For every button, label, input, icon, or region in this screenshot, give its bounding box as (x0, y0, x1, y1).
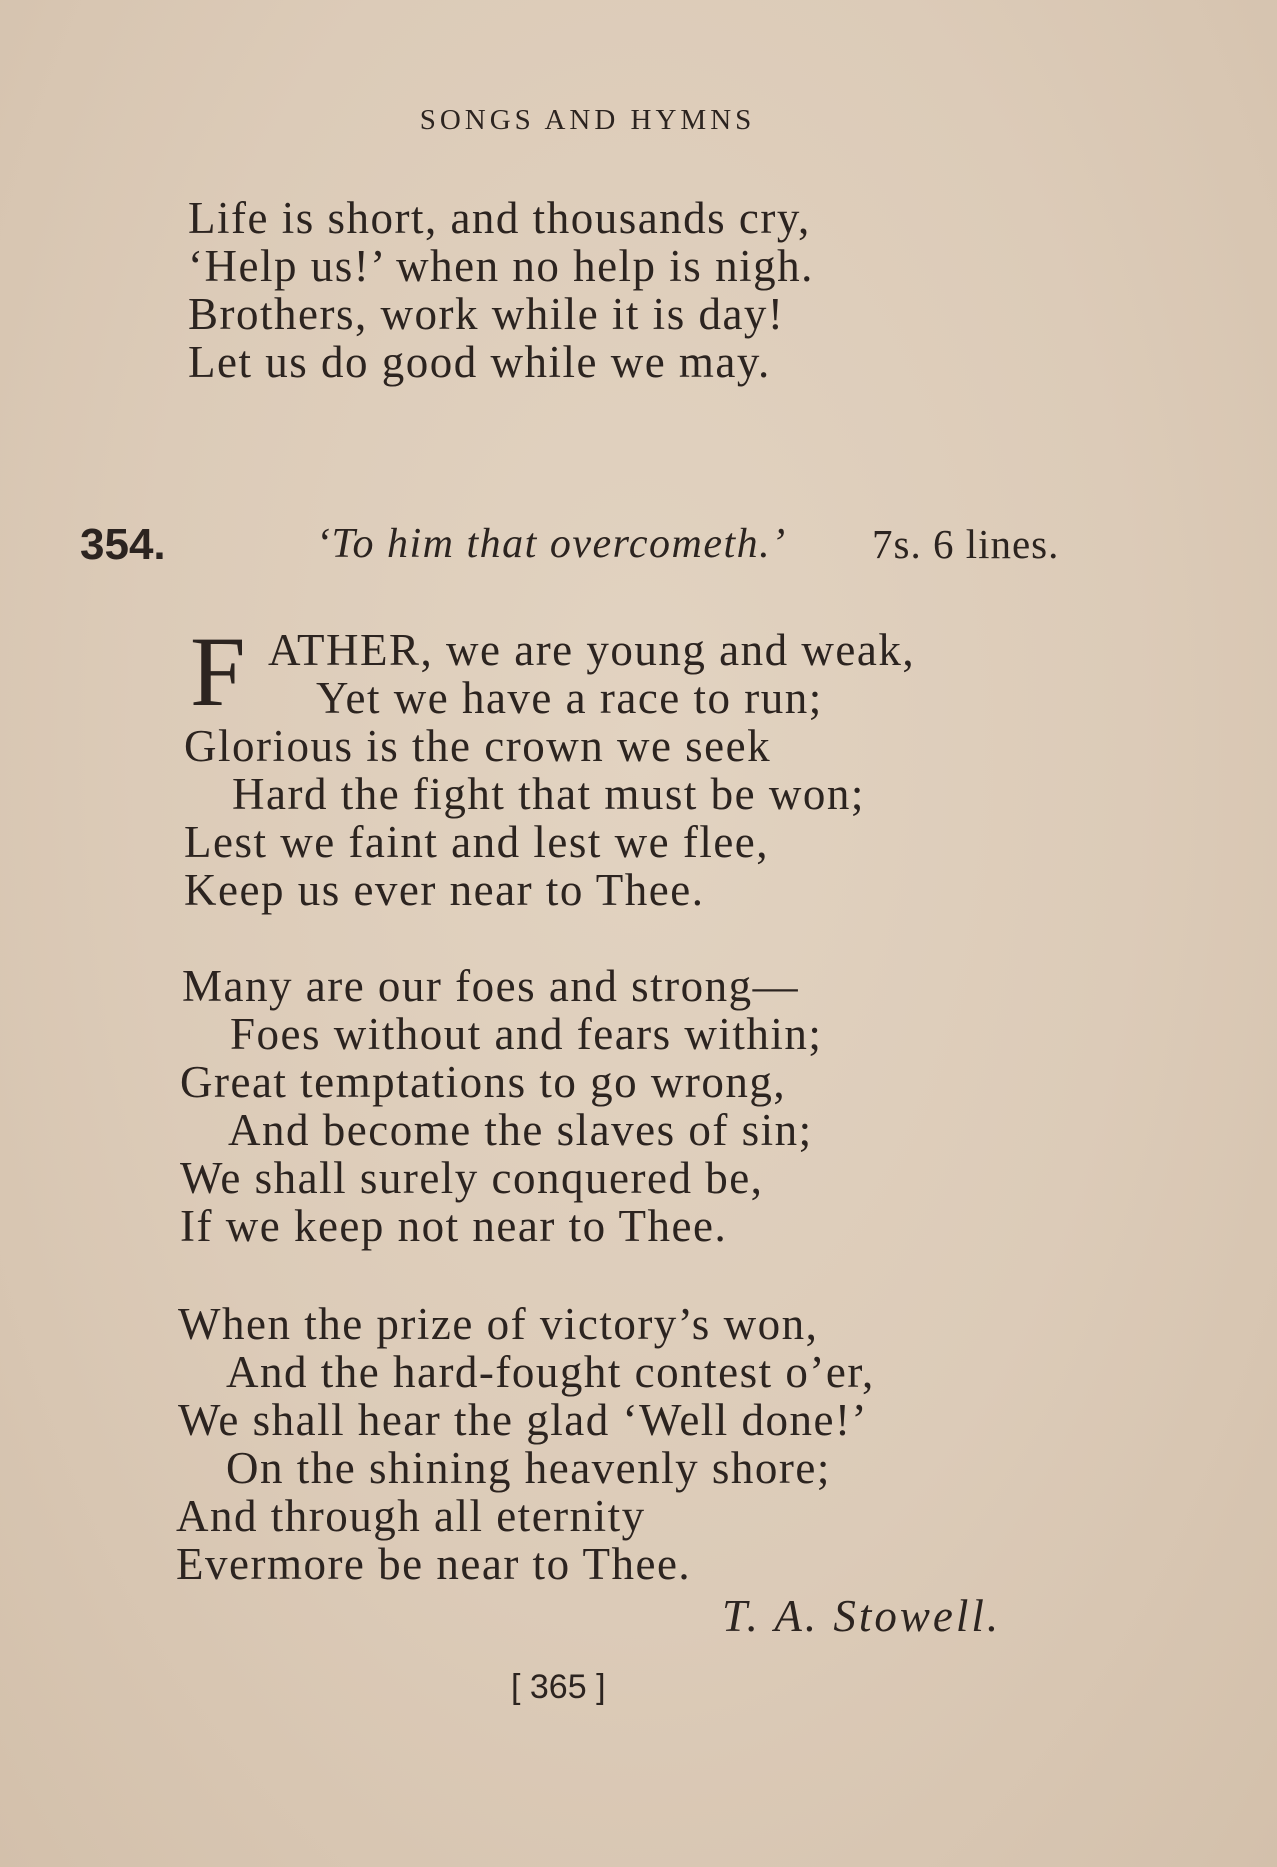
verse-line: Great temptations to go wrong, (180, 1057, 787, 1107)
verse-line: Evermore be near to Thee. (176, 1539, 692, 1589)
verse-line: On the shining heavenly shore; (226, 1443, 831, 1493)
hymn-number: 354. (80, 520, 166, 569)
verse-line: Foes without and fears within; (230, 1009, 823, 1059)
verse-line: Yet we have a race to run; (316, 673, 823, 723)
verse-line: When the prize of victory’s won, (178, 1299, 819, 1349)
hymn-author: T. A. Stowell. (722, 1591, 1002, 1641)
drop-cap: F (190, 616, 246, 727)
verse-line: Glorious is the crown we seek (184, 721, 772, 771)
verse-line: Brothers, work while it is day! (188, 289, 785, 339)
verse-line: Life is short, and thousands cry, (188, 193, 811, 243)
hymn-title: ‘To him that overcometh.’ (316, 521, 787, 567)
verse-line: Many are our foes and strong— (182, 961, 800, 1011)
verse-line: Keep us ever near to Thee. (184, 865, 705, 915)
hymn-meter: 7s. 6 lines. (872, 521, 1060, 567)
verse-line: Let us do good while we may. (188, 337, 771, 387)
running-head: SONGS AND HYMNS (419, 104, 756, 136)
verse-line: Hard the fight that must be won; (232, 769, 865, 819)
verse-line: ATHER, we are young and weak, (268, 625, 916, 675)
page-number: [ 365 ] (511, 1668, 606, 1706)
verse-line: If we keep not near to Thee. (180, 1201, 728, 1251)
verse-line: We shall surely conquered be, (180, 1153, 764, 1203)
verse-line: And the hard-fought contest o’er, (226, 1347, 875, 1397)
verse-line: We shall hear the glad ‘Well done!’ (178, 1395, 868, 1445)
verse-line: And through all eternity (176, 1491, 646, 1541)
verse-line: Lest we faint and lest we flee, (184, 817, 770, 867)
verse-line: And become the slaves of sin; (228, 1105, 813, 1155)
verse-line: ‘Help us!’ when no help is nigh. (188, 241, 814, 291)
